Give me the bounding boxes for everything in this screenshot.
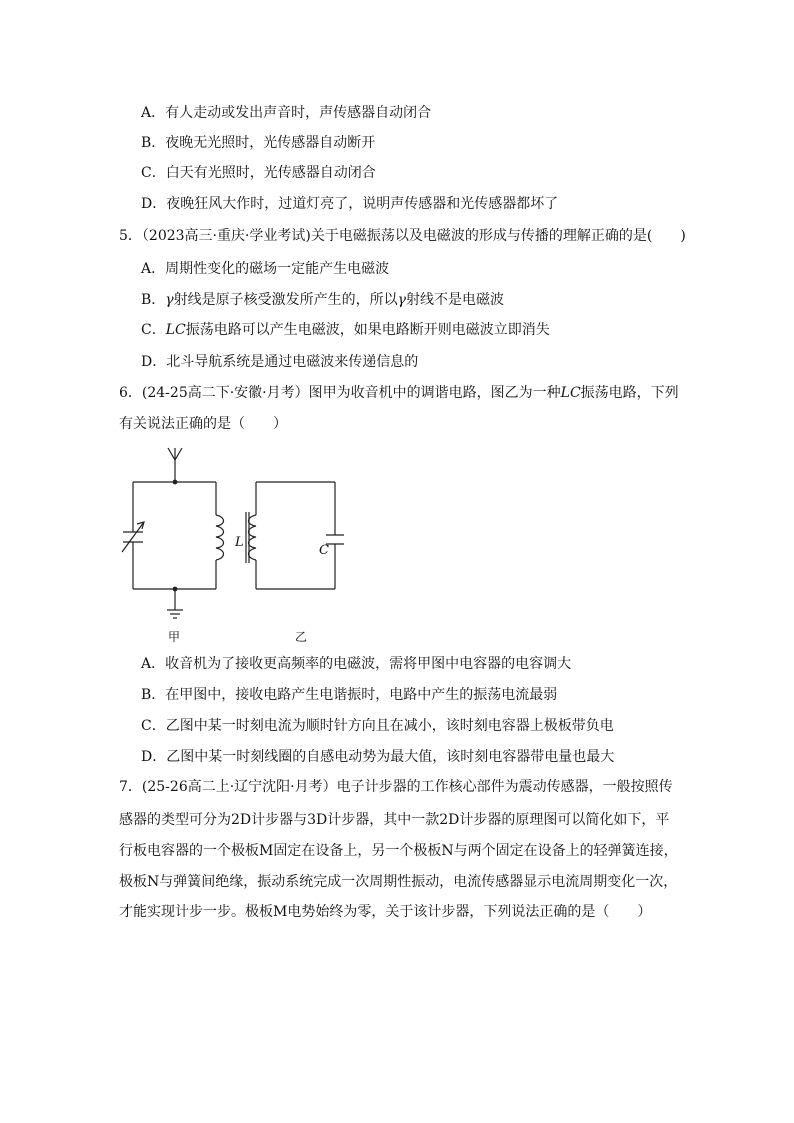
q6-option-c: C．乙图中某一时刻电流为顺时针方向且在减小，该时刻电容器上极板带负电 (141, 718, 614, 734)
figure-caption-jia: 甲 (168, 630, 181, 644)
q5-option-b-post: 射线不是电磁波 (406, 292, 505, 308)
q5-option-c (141, 320, 550, 340)
q5-option-d: D．北斗导航系统是通过电磁波来传递信息的 (141, 354, 419, 370)
figure-caption-yi: 乙 (295, 630, 308, 644)
q5-option-b (141, 290, 504, 310)
q5-option-c-prefix: C． (141, 322, 166, 338)
q4-option-a: A．有人走动或发出声音时，声传感器自动闭合 (141, 105, 432, 121)
lc-symbol: LC (165, 322, 186, 338)
q6-stem-line2: 有关说法正确的是（ ） (119, 416, 287, 432)
q7-stem-line3: 行板电容器的一个极板M固定在设备上，另一个极板N与两个固定在设备上的轻弹簧连接， (119, 843, 678, 859)
lc-circuit-yi (246, 482, 344, 589)
q5-option-c-post: 振荡电路可以产生电磁波，如果电路断开则电磁波立即消失 (185, 322, 550, 338)
q5-option-a: A．周期性变化的磁场一定能产生电磁波 (141, 261, 390, 277)
q7-stem-line2: 感器的类型可分为2D计步器与3D计步器，其中一款2D计步器的原理图可以简化如下，平 (119, 812, 670, 828)
lc-symbol: LC (560, 385, 581, 401)
capacitor-label: C (319, 543, 329, 558)
q6-stem-prefix: 6．(24-25高二下·安徽·月考）图甲为收音机中的调谐电路，图乙为一种 (119, 385, 561, 401)
gamma-symbol: γ (165, 292, 174, 308)
q6-option-d: D．乙图中某一时刻线圈的自感电动势为最大值，该时刻电容器带电量也最大 (141, 749, 615, 765)
inductor-label: L (235, 535, 244, 550)
q5-option-b-prefix: B． (141, 292, 166, 308)
gamma-symbol: γ (397, 292, 407, 308)
q6-option-b: B．在甲图中，接收电路产生电谐振时，电路中产生的振荡电流最弱 (141, 687, 558, 703)
q4-option-c: C．白天有光照时，光传感器自动闭合 (141, 165, 376, 181)
q4-option-d: D．夜晚狂风大作时，过道灯亮了，说明声传感器和光传感器都坏了 (141, 196, 559, 212)
q7-stem-line5: 才能实现计步一步。极板M电势始终为零，关于该计步器，下列说法正确的是（ ） (119, 904, 652, 920)
tuning-circuit-jia (122, 448, 224, 618)
q5-stem: 5．（2023高三·重庆·学业考试)关于电磁振荡以及电磁波的形成与传播的理解正确的是( ) (119, 228, 686, 244)
q4-option-b: B．夜晚无光照时，光传感器自动断开 (141, 135, 376, 151)
circuit-diagram (120, 440, 360, 645)
q7-stem-line1: 7．(25-26高二上·辽宁沈阳·月考）电子计步器的工作核心部件为震动传感器，一般按照传 (119, 779, 673, 795)
q6-stem-suffix: 振荡电路，下列 (580, 385, 679, 401)
q6-option-a: A．收音机为了接收更高频率的电磁波，需将甲图中电容器的电容调大 (141, 656, 572, 672)
q6-stem-line1 (119, 383, 679, 403)
q7-stem-line4: 极板N与弹簧间绝缘，振动系统完成一次周期性振动，电流传感器显示电流周期变化一次， (119, 874, 678, 890)
q5-option-b-mid: 射线是原子核受激发所产生的，所以 (173, 292, 398, 308)
